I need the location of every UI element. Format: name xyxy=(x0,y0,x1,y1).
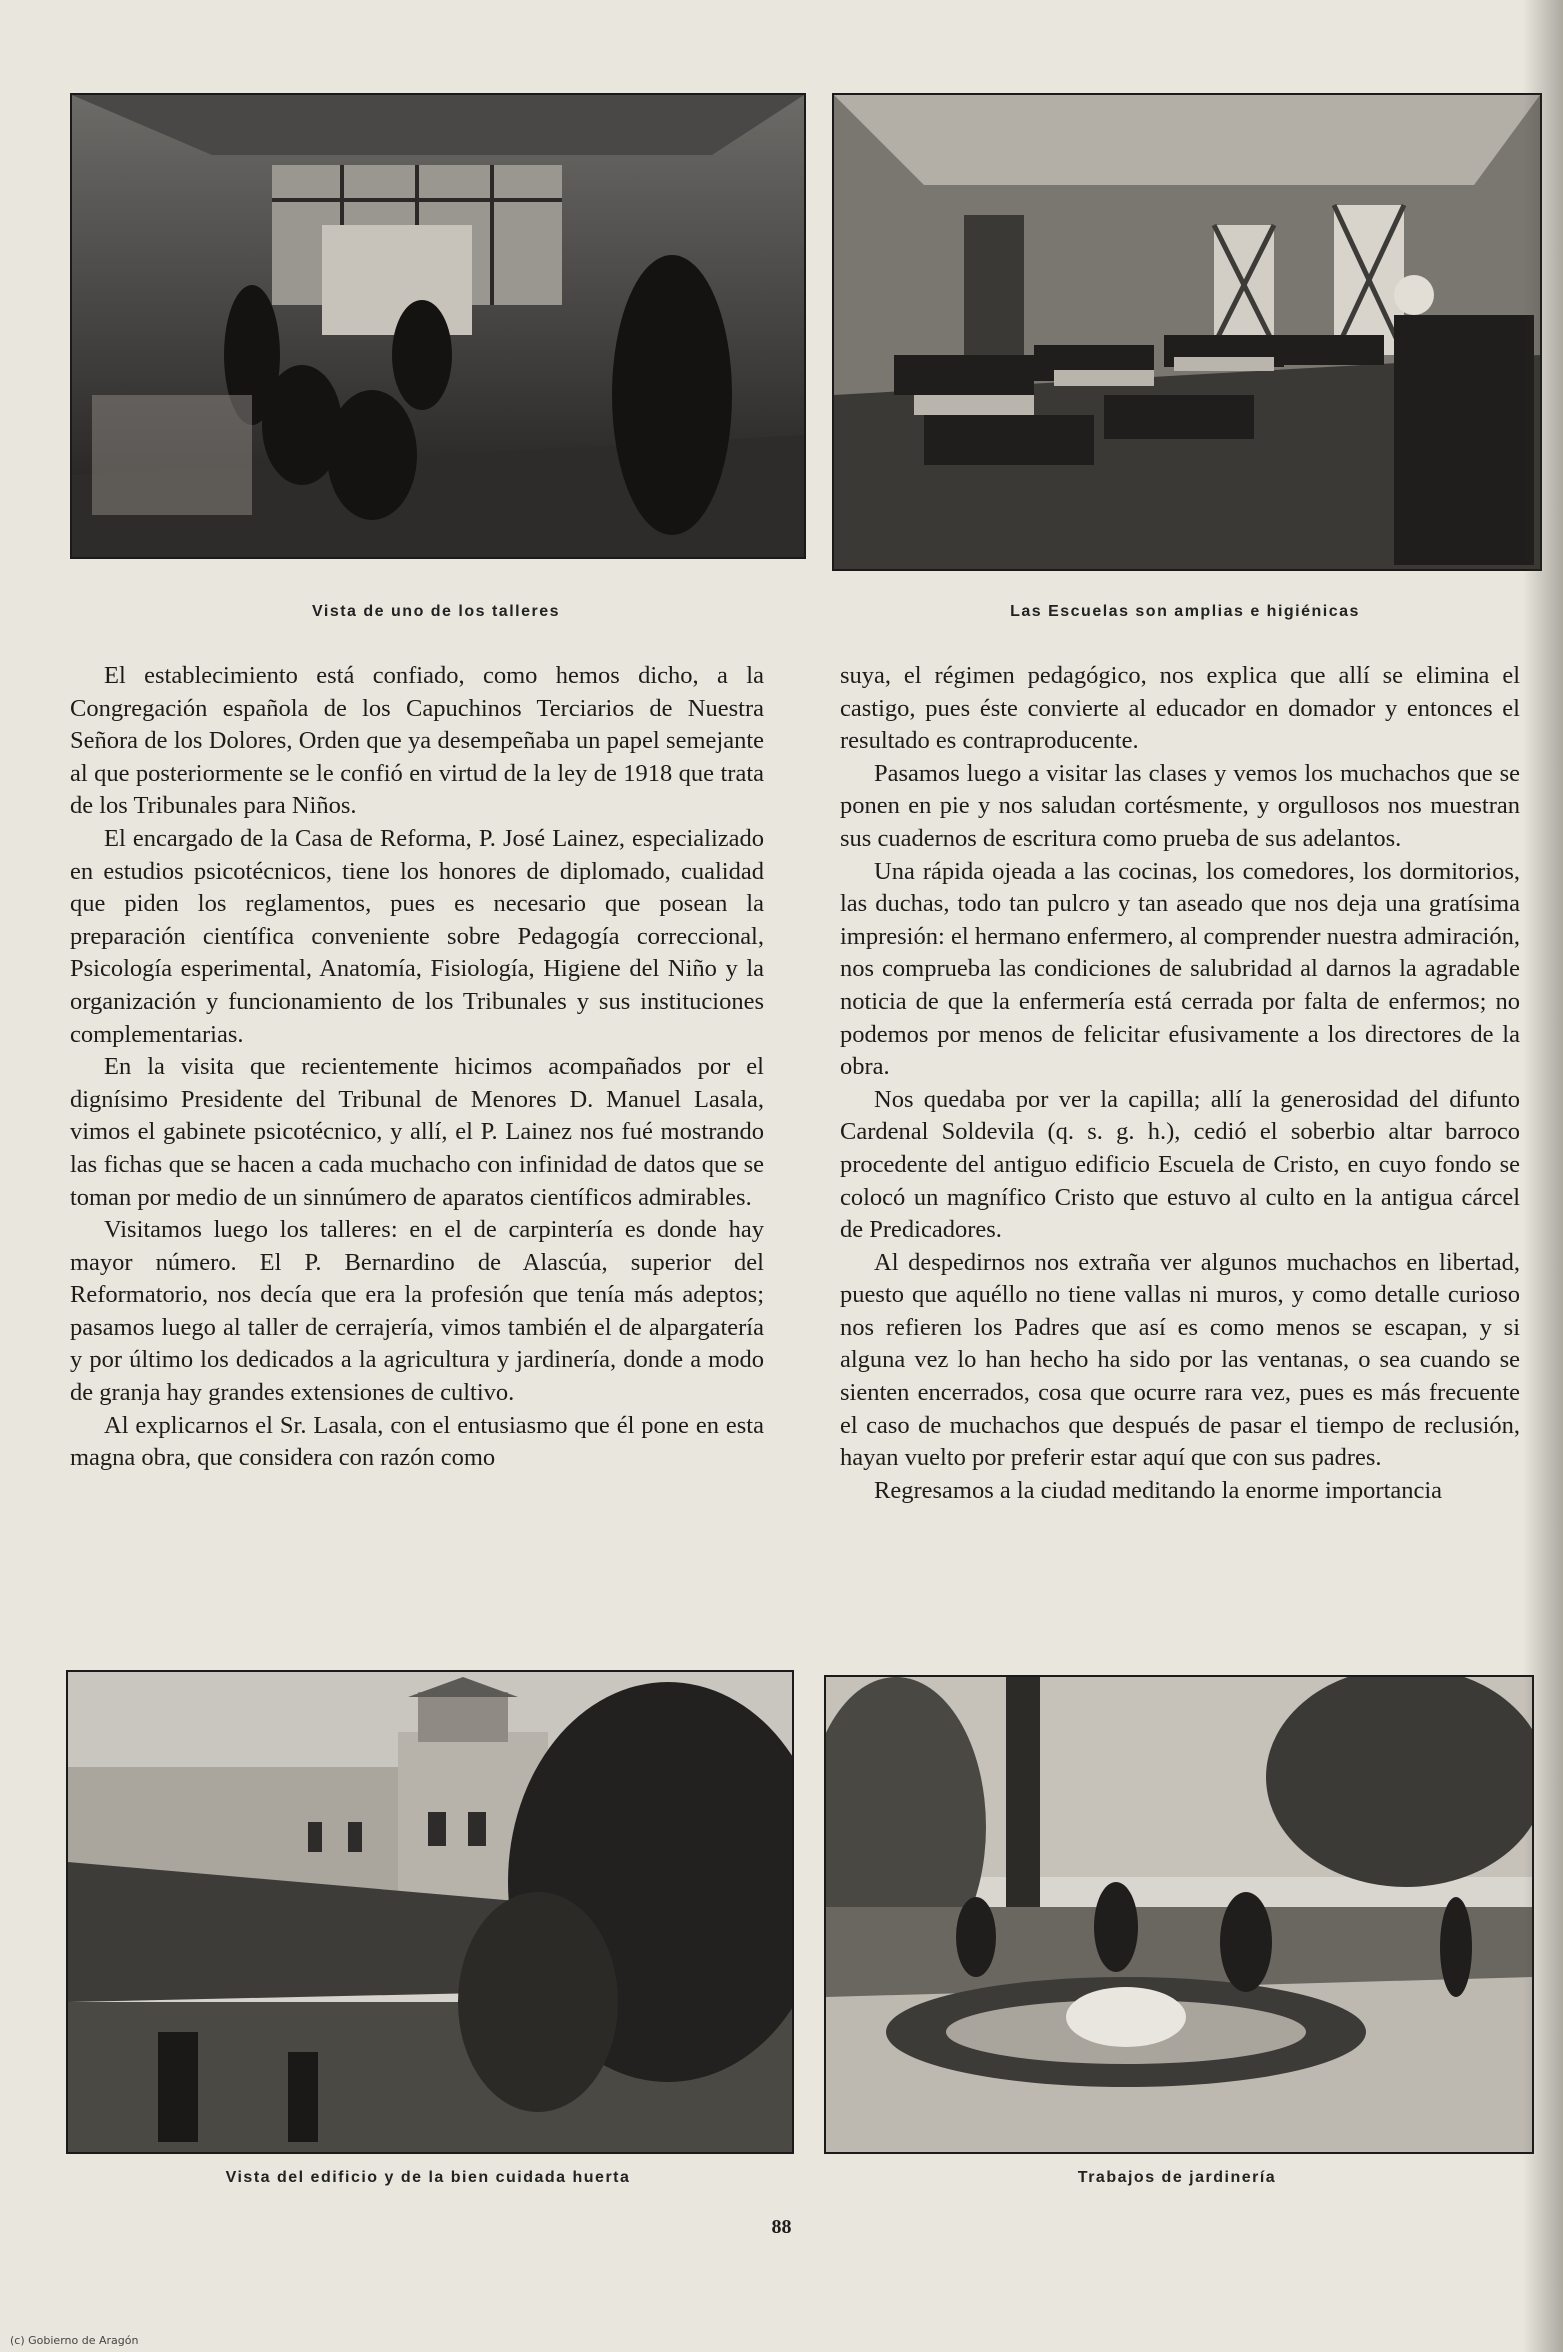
caption-classroom: Las Escuelas son amplias e higiénicas xyxy=(1010,603,1360,620)
caption-building: Vista del edificio y de la bien cuidada huerta xyxy=(225,2169,631,2186)
photo-building xyxy=(66,1670,794,2154)
paragraph: Pasamos luego a visitar las clases y vemos los muchachos que se ponen en pie y nos saludan cortésmente, y orgullosos nos muestran sus cuadernos de escritura como prueba de sus adelantos. xyxy=(840,759,1520,852)
paragraph: Al despedirnos nos extraña ver algunos muchachos en libertad, puesto que aquéllo no tiene vallas ni muros, y como detalle curioso nos refieren los Padres que así es como menos se escapan, y si alguna vez lo han hecho ha sido por las ventanas, o sea cuando se sienten encerrados, cosa que ocurre rara vez, pues es más frecuente el caso de muchachos que después de pasar el tiempo de reclusión, hayan vuelto por preferir estar aquí que con sus padres. xyxy=(840,1248,1520,1472)
left-text-column xyxy=(70,660,764,1475)
photo-classroom xyxy=(832,93,1542,571)
photo-garden xyxy=(824,1675,1534,2154)
paragraph: suya, el régimen pedagógico, nos explica que allí se elimina el castigo, pues éste convierte al educador en domador y entonces el resultado es contraproducente. xyxy=(840,662,1520,755)
paragraph: Regresamos a la ciudad meditando la enorme importancia xyxy=(874,1476,1443,1504)
paragraph: Visitamos luego los talleres: en el de carpintería es donde hay mayor número. El P. Bernardino de Alascúa, superior del Reformatorio, nos decía que era la profesión que tenía más adeptos; pasamos luego al taller de cerrajería, vimos también el de alpargatería y por último los dedicados a la agricultura y jardinería, donde a modo de granja hay grandes extensiones de cultivo. xyxy=(70,1216,764,1407)
copyright-credit: (c) Gobierno de Aragón xyxy=(10,2334,139,2347)
paragraph: El encargado de la Casa de Reforma, P. José Lainez, especializado en estudios psicotécnicos, tiene los honores de diplomado, cualidad que piden los reglamentos, pues es necesario que posean la preparación científica conveniente sobre Pedagogía correccional, Psicología esperimental, Anatomía, Fisiología, Higiene del Niño y la organización y funcionamiento de los Tribunales y sus instituciones complementarias. xyxy=(70,824,764,1048)
page-number: 88 xyxy=(771,2216,792,2238)
paragraph: Nos quedaba por ver la capilla; allí la generosidad del difunto Cardenal Soldevila (q. s. g. h.), cedió el soberbio altar barroco procedente del antiguo edificio Escuela de Cristo, en cuyo fondo se colocó un magnífico Cristo que estuvo al culto en la antigua cárcel de Predicadores. xyxy=(840,1085,1520,1244)
paragraph: Una rápida ojeada a las cocinas, los comedores, los dormitorios, las duchas, todo tan pulcro y tan aseado que nos deja una gratísima impresión: el hermano enfermero, al comprender nuestra admiración, nos comprueba las condiciones de salubridad al darnos la agradable noticia de que la enfermería está cerrada por falta de enfermos; no podemos por menos de felicitar efusivamente a los directores de la obra. xyxy=(840,857,1520,1081)
caption-workshop: Vista de uno de los talleres xyxy=(312,603,560,620)
page-edge-shadow xyxy=(1523,0,1563,2352)
caption-garden: Trabajos de jardinería xyxy=(1077,2169,1277,2186)
right-text-column xyxy=(840,660,1520,1507)
paragraph: El establecimiento está confiado, como hemos dicho, a la Congregación española de los Capuchinos Terciarios de Nuestra Señora de los Dolores, Orden que ya desempeñaba un papel semejante al que posteriormente se le confió en virtud de la ley de 1918 que trata de los Tribunales para Niños. xyxy=(70,662,764,820)
paragraph: En la visita que recientemente hicimos acompañados por el dignísimo Presidente del Tribunal de Menores D. Manuel Lasala, vimos el gabinete psicotécnico, y allí, el P. Lainez nos fué mostrando las fichas que se hacen a cada muchacho con infinidad de datos que se toman por medio de un sinnúmero de aparatos científicos admirables. xyxy=(70,1053,764,1211)
photo-workshop xyxy=(70,93,806,559)
paragraph: Al explicarnos el Sr. Lasala, con el entusiasmo que él pone en esta magna obra, que considera con razón como xyxy=(70,1411,764,1472)
